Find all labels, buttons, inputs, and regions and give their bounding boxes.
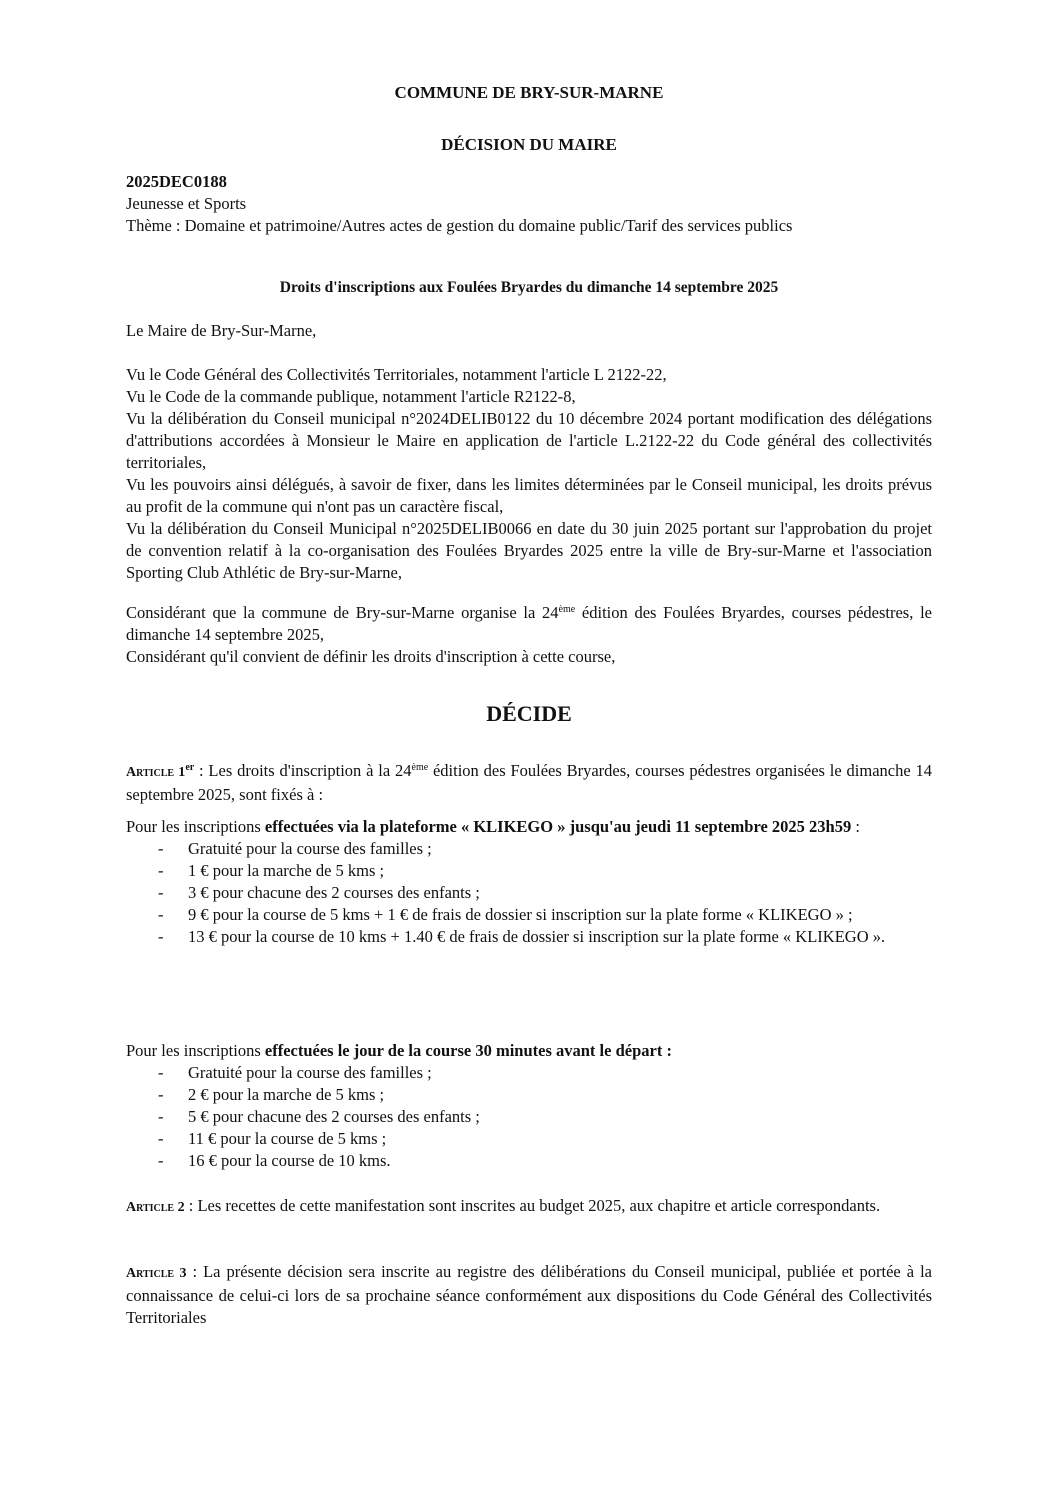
list-item: - 9 € pour la course de 5 kms + 1 € de frais de dossier si inscription sur la plate forme « KLIKEGO » ;	[126, 904, 932, 926]
onsite-intro: Pour les inscriptions effectuées le jour de la course 30 minutes avant le départ :	[126, 1041, 672, 1060]
theme-line: Thème : Domaine et patrimoine/Autres actes de gestion du domaine public/Tarif des services publics	[126, 216, 793, 235]
document-title: DÉCISION DU MAIRE	[441, 135, 617, 154]
onsite-tariff-list	[126, 1062, 932, 1172]
list-item: - Gratuité pour la course des familles ;	[126, 838, 932, 860]
list-item: - 16 € pour la course de 10 kms.	[126, 1150, 932, 1172]
list-item: - 1 € pour la marche de 5 kms ;	[126, 860, 932, 882]
list-item: - 2 € pour la marche de 5 kms ;	[126, 1084, 932, 1106]
article-3	[126, 1261, 932, 1329]
vu-item: Vu la délibération du Conseil Municipal n°2025DELIB0066 en date du 30 juin 2025 portant sur l'approbation du projet de convention relatif à la co-organisation des Foulées Bryardes 2025 entre la ville de Bry-sur-Marne et l'association Sporting Club Athlétic de Bry-sur-Marne,	[126, 519, 932, 582]
intro-line: Le Maire de Bry-Sur-Marne,	[126, 321, 317, 340]
article-label: Article 1	[126, 765, 186, 780]
service-name: Jeunesse et Sports	[126, 194, 247, 213]
list-item: - 11 € pour la course de 5 kms ;	[126, 1128, 932, 1150]
vus-block	[126, 364, 932, 584]
online-intro: Pour les inscriptions effectuées via la plateforme « KLIKEGO » jusqu'au jeudi 11 septembre 2025 23h59 :	[126, 817, 860, 836]
article-label: Article 3	[126, 1266, 187, 1281]
article-1-text: Article 1er : Les droits d'inscription à la 24ème édition des Foulées Bryardes, courses pédestres organisées le dimanche 14 septembre 2025, sont fixés à :	[126, 761, 932, 804]
article-2-text: : Les recettes de cette manifestation sont inscrites au budget 2025, aux chapitre et article correspondants.	[184, 1196, 881, 1215]
list-item: - 13 € pour la course de 10 kms + 1.40 € de frais de dossier si inscription sur la plate forme « KLIKEGO ».	[126, 926, 932, 948]
reference-block	[126, 171, 932, 237]
list-item: - 3 € pour chacune des 2 courses des enfants ;	[126, 882, 932, 904]
online-tariff-list	[126, 838, 932, 948]
list-item: - 5 € pour chacune des 2 courses des enfants ;	[126, 1106, 932, 1128]
vu-item: Vu les pouvoirs ainsi délégués, à savoir de fixer, dans les limites déterminées par le Conseil municipal, les droits prévus au profit de la commune qui n'ont pas un caractère fiscal,	[126, 475, 932, 516]
vu-item: Vu la délibération du Conseil municipal n°2024DELIB0122 du 10 décembre 2024 portant modification des délégations d'attributions accordées à Monsieur le Maire en application de l'article L.2122-22 du Code général des collectivités territoriales,	[126, 409, 932, 472]
onsite-tariffs	[126, 1040, 932, 1172]
vu-item: Vu le Code Général des Collectivités Territoriales, notamment l'article L 2122-22,	[126, 365, 667, 384]
considerants-block	[126, 602, 932, 668]
article-2	[126, 1195, 932, 1219]
article-label: Article 2	[126, 1200, 185, 1215]
considerant-item: Considérant qu'il convient de définir les droits d'inscription à cette course,	[126, 647, 616, 666]
decide-heading: DÉCIDE	[486, 701, 572, 726]
decision-reference: 2025DEC0188	[126, 172, 227, 191]
decision-subject: Droits d'inscriptions aux Foulées Bryardes du dimanche 14 septembre 2025	[279, 279, 779, 296]
online-tariffs	[126, 816, 932, 948]
list-item: - Gratuité pour la course des familles ;	[126, 1062, 932, 1084]
article-1	[126, 760, 932, 806]
article-3-text: : La présente décision sera inscrite au registre des délibérations du Conseil municipal, publiée et portée à la connaissance de celui-ci lors de sa prochaine séance conformément aux dispositions du Code Général des Collectivités Territoriales	[126, 1262, 933, 1327]
considerant-item: Considérant que la commune de Bry-sur-Marne organise la 24ème édition des Foulées Bryardes, courses pédestres, le dimanche 14 septembre 2025,	[126, 603, 932, 644]
vu-item: Vu le Code de la commande publique, notamment l'article R2122-8,	[126, 387, 576, 406]
commune-heading: COMMUNE DE BRY-SUR-MARNE	[394, 83, 664, 102]
